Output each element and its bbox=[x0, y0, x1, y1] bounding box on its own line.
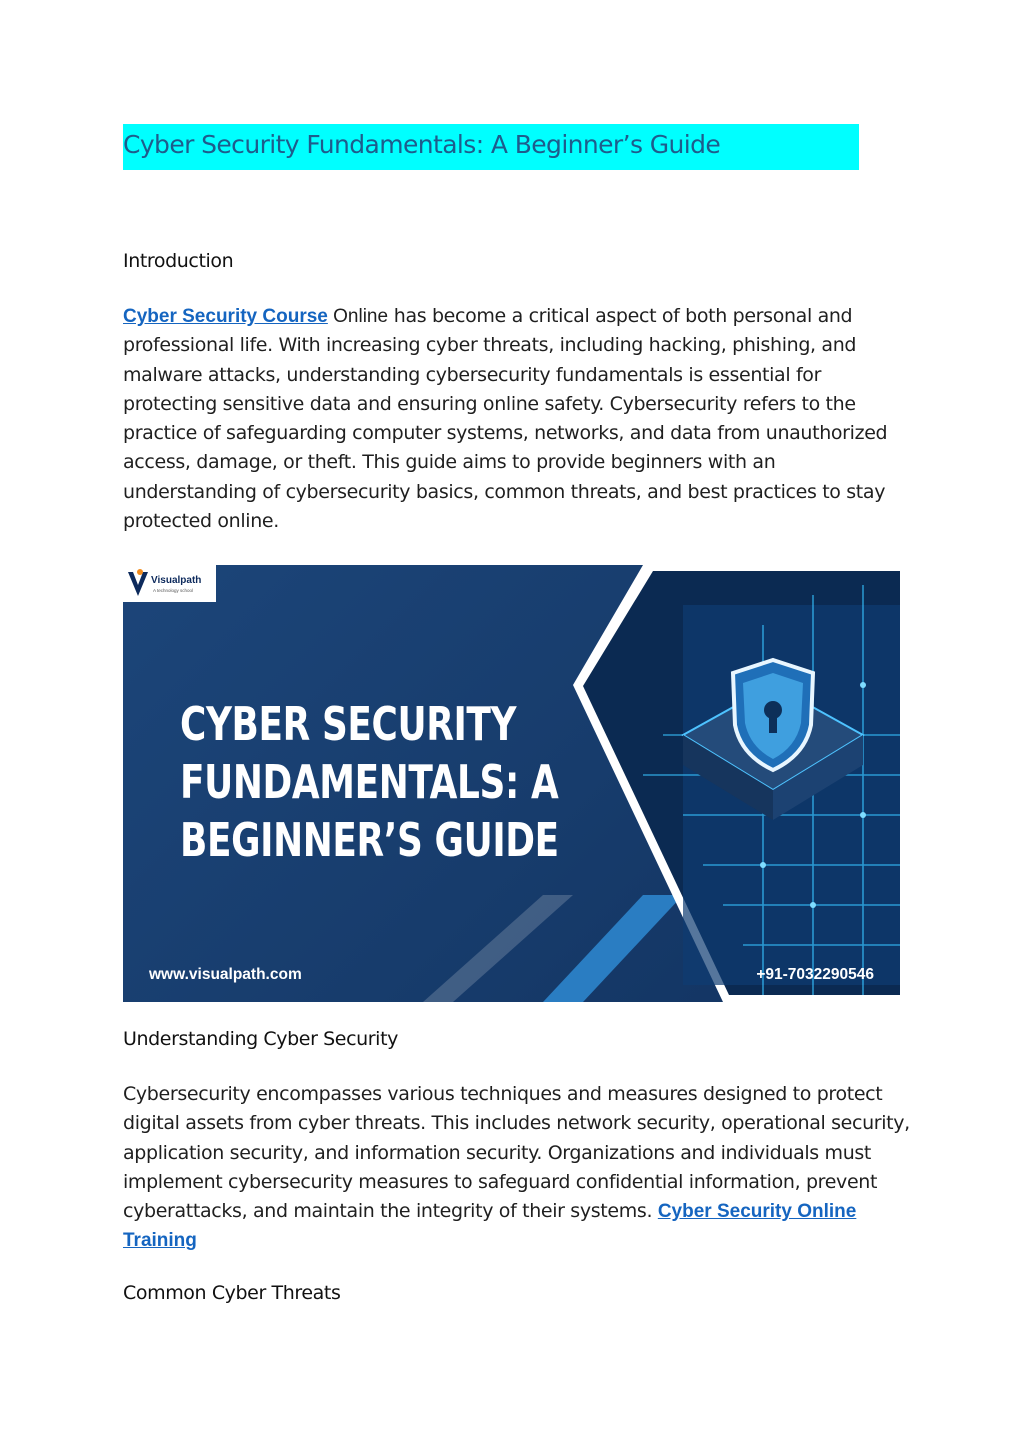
introduction-heading: Introduction bbox=[123, 250, 234, 272]
understanding-body: Cybersecurity encompasses various techniques and measures designed to protect digital assets from cyber threats. This includes network security, operational security, application security, and information security. Organizations and individuals must implement cybersecurity measures to safeguard confidential information, prevent cyberattacks, and maintain the integrity of their systems. bbox=[123, 1083, 910, 1223]
banner-headline: CYBER SECURITY FUNDAMENTALS: A BEGINNER’S GUIDE bbox=[180, 697, 559, 867]
introduction-paragraph bbox=[123, 302, 913, 536]
visualpath-logo-icon bbox=[126, 568, 150, 598]
online-text: Online bbox=[327, 306, 389, 327]
visualpath-logo bbox=[123, 565, 216, 602]
course-banner-image bbox=[123, 565, 900, 1002]
introduction-body: has become a critical aspect of both personal and professional life. With increasing cyber threats, including hacking, phishing, and malware attacks, understanding cybersecurity fundamentals is essential for protecting sensitive data and ensuring online safety. Cybersecurity refers to the practice of safeguarding computer systems, networks, and data from unauthorized access, damage, or theft. This guide aims to provide beginners with an understanding of cybersecurity basics, common threats, and best practices to stay protected online. bbox=[123, 305, 888, 533]
cyber-security-course-link[interactable]: Cyber Security Course bbox=[123, 306, 328, 327]
title-highlight bbox=[123, 124, 859, 170]
understanding-heading: Understanding Cyber Security bbox=[123, 1028, 398, 1050]
banner-website: www.visualpath.com bbox=[149, 966, 302, 983]
logo-tagline: A technology school bbox=[153, 588, 194, 593]
page-title: Cyber Security Fundamentals: A Beginner’s Guide bbox=[123, 130, 721, 159]
cyber-security-online-training-link[interactable]: Cyber Security Online Training bbox=[123, 1201, 857, 1252]
banner-phone: +91-7032290546 bbox=[756, 966, 874, 983]
common-threats-heading: Common Cyber Threats bbox=[123, 1282, 341, 1304]
understanding-paragraph bbox=[123, 1080, 913, 1256]
logo-name: Visualpath bbox=[151, 575, 202, 586]
